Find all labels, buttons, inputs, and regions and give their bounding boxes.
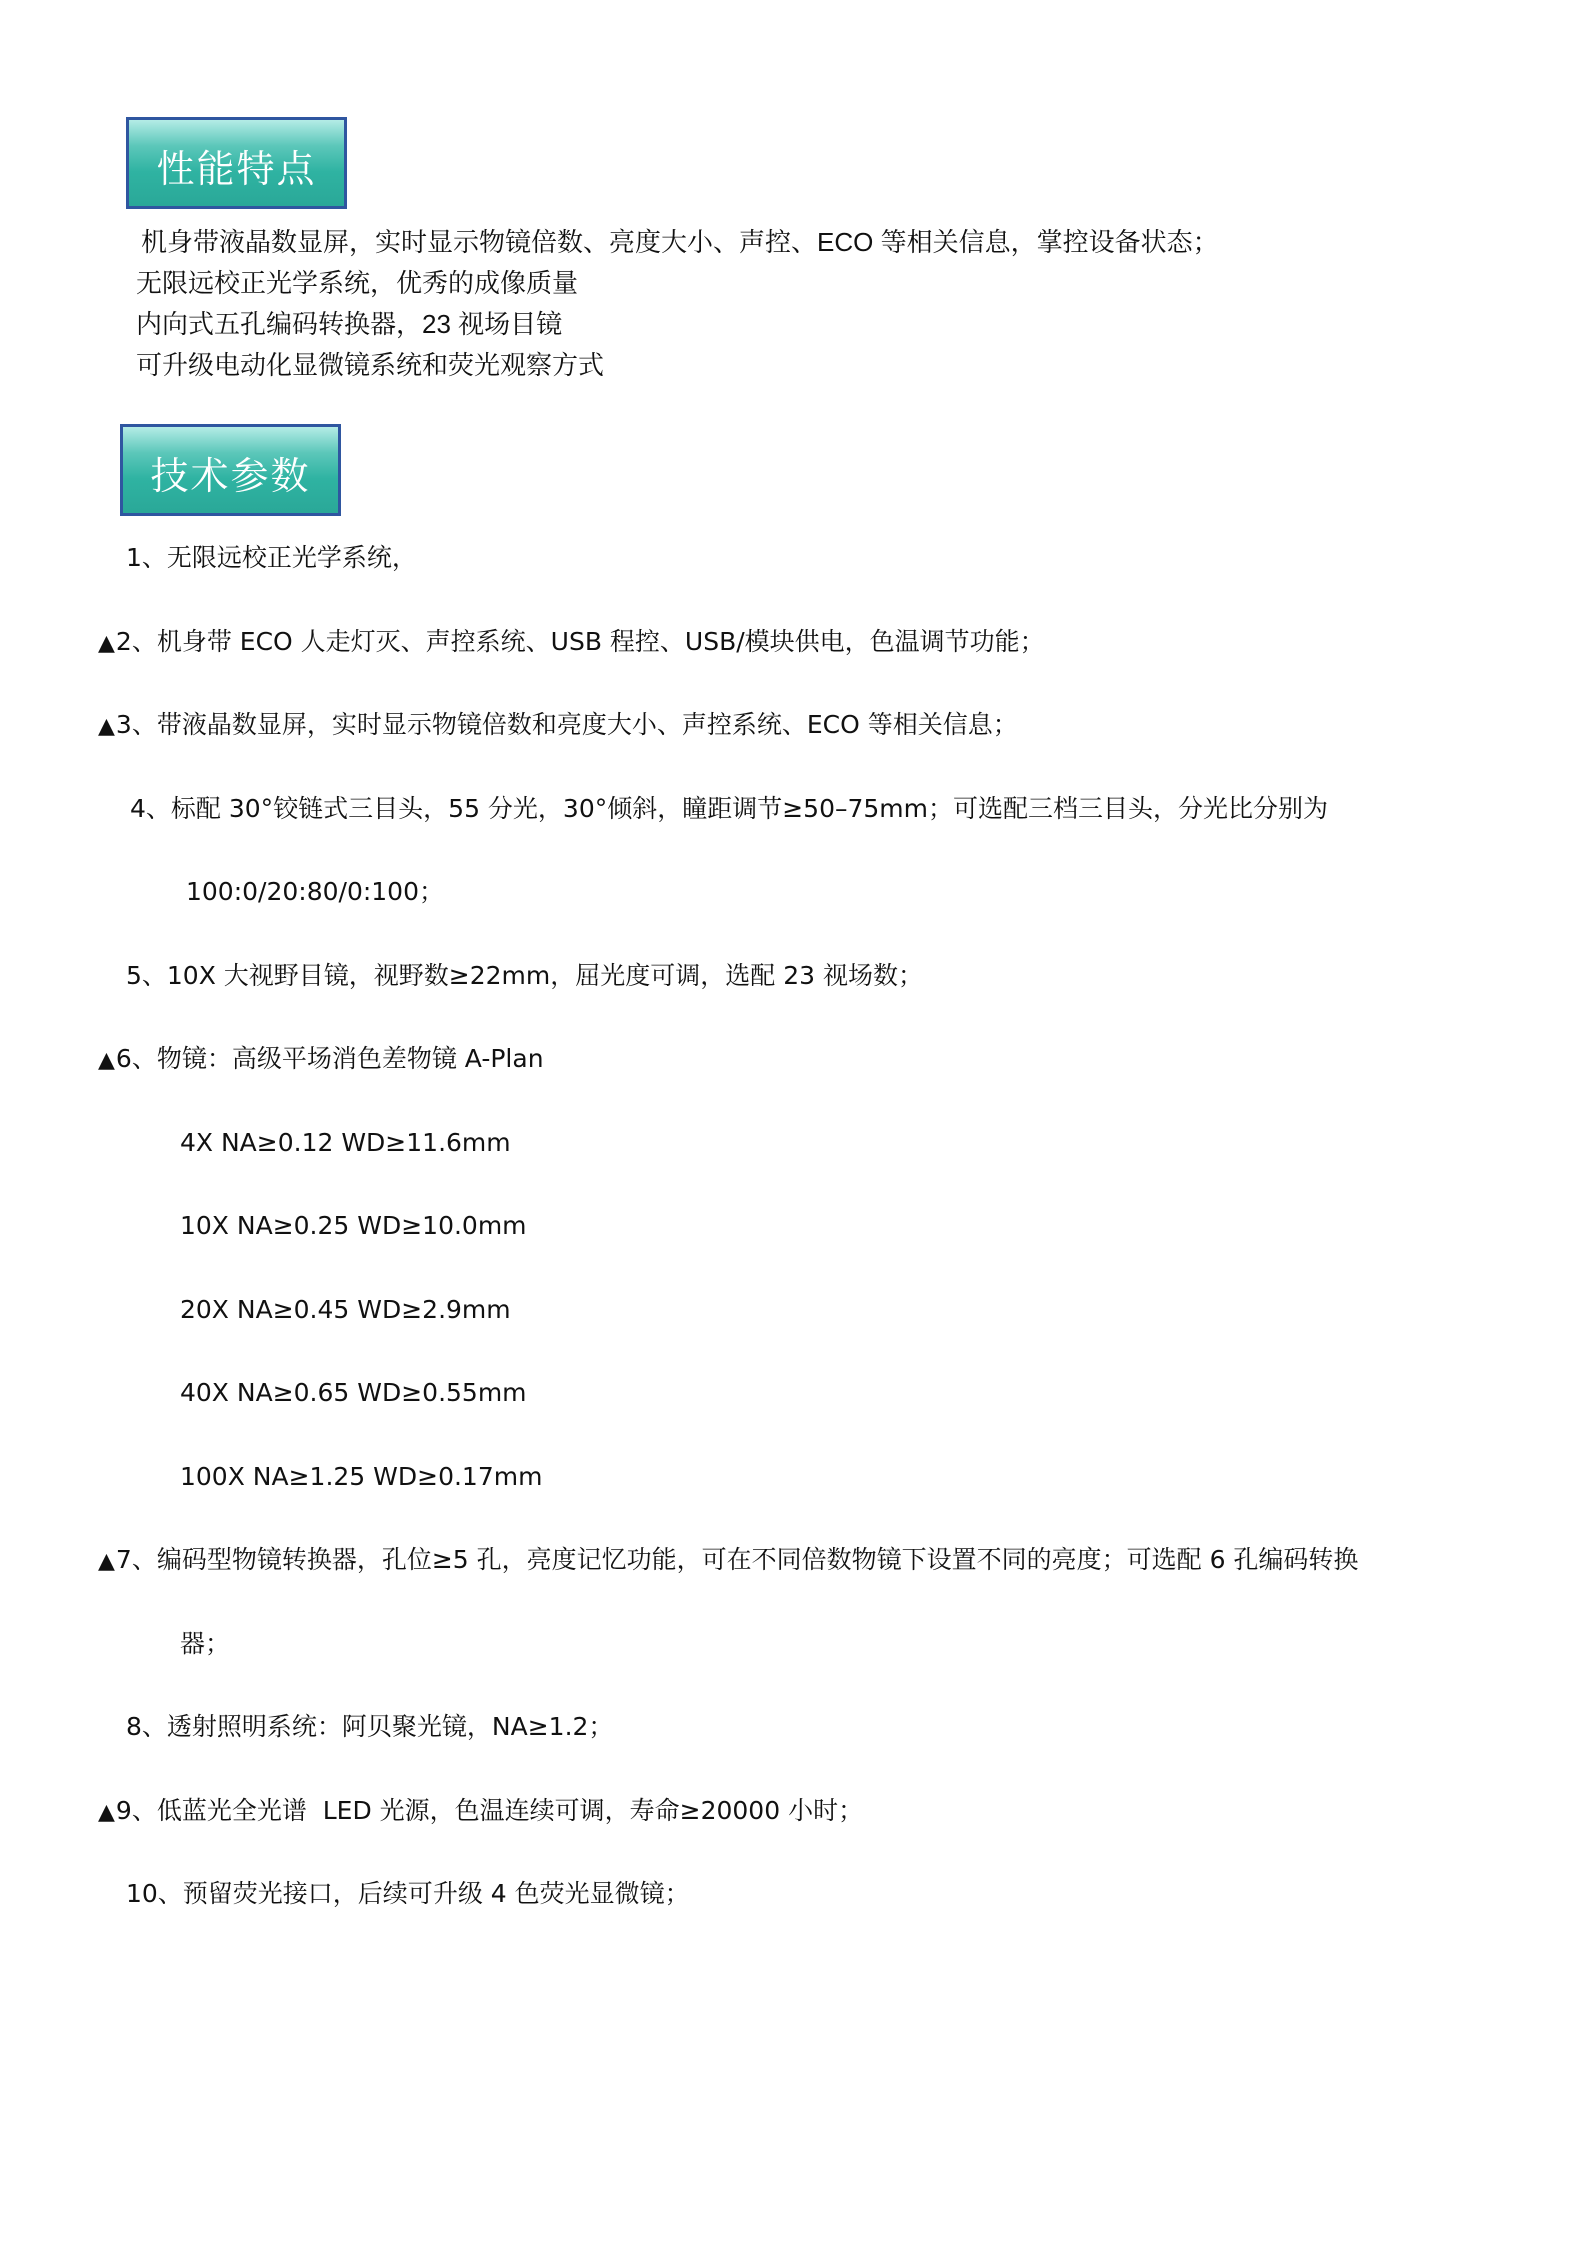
spec-line-3: ▲3、带液晶数显屏，实时显示物镜倍数和亮度大小、声控系统、ECO 等相关信息； (98, 708, 1018, 744)
key-item-triangle-icon: ▲ (98, 631, 115, 656)
objective-4x: 4X NA≥0.12 WD≥11.6mm (180, 1128, 511, 1157)
objective-10x: 10X NA≥0.25 WD≥10.0mm (180, 1211, 527, 1240)
feature-item: 可升级电动化显微镜系统和荧光观察方式 (136, 350, 605, 380)
objective-100x: 100X NA≥1.25 WD≥0.17mm (180, 1462, 543, 1491)
features-list (136, 222, 1219, 386)
spec-line-7: ▲7、编码型物镜转换器，孔位≥5 孔，亮度记忆功能，可在不同倍数物镜下设置不同的亮度；可选配 6 孔编码转换 (98, 1543, 1358, 1579)
spec-line-4-continued: 100:0/20:80/0:100； (186, 877, 444, 906)
specs-section-heading (120, 424, 341, 516)
spec-line-10: 10、预留荧光接口，后续可升级 4 色荧光显微镜； (126, 1879, 690, 1908)
objective-20x: 20X NA≥0.45 WD≥2.9mm (180, 1295, 511, 1324)
spec-line-1: 1、无限远校正光学系统， (126, 543, 417, 572)
key-item-triangle-icon: ▲ (98, 1549, 115, 1574)
spec-line-4: 4、标配 30°铰链式三目头，55 分光，30°倾斜，瞳距调节≥50–75mm；可选配三档三目头，分光比分别为 (130, 794, 1329, 823)
spec-line-7-continued: 器； (180, 1629, 231, 1658)
spec-line-2: ▲2、机身带 ECO 人走灯灭、声控系统、USB 程控、USB/模块供电，色温调节功能； (98, 625, 1045, 661)
spec-line-5: 5、10X 大视野目镜，视野数≥22mm，屈光度可调，选配 23 视场数； (126, 961, 923, 990)
spec-line-9: ▲9、低蓝光全光谱 LED 光源，色温连续可调，寿命≥20000 小时； (98, 1794, 863, 1830)
objective-40x: 40X NA≥0.65 WD≥0.55mm (180, 1378, 527, 1407)
specs-heading-label: 技术参数 (150, 453, 311, 498)
spec-line-8: 8、透射照明系统：阿贝聚光镜，NA≥1.2； (126, 1712, 614, 1741)
features-heading-label: 性能特点 (156, 146, 317, 191)
key-item-triangle-icon: ▲ (98, 1048, 115, 1073)
features-section-heading (126, 117, 347, 209)
feature-item: 机身带液晶数显屏，实时显示物镜倍数、亮度大小、声控、ECO 等相关信息，掌控设备状态； (141, 227, 1219, 257)
feature-item: 内向式五孔编码转换器，23 视场目镜 (136, 309, 563, 339)
feature-item: 无限远校正光学系统，优秀的成像质量 (136, 268, 579, 298)
key-item-triangle-icon: ▲ (98, 714, 115, 739)
spec-line-6: ▲6、物镜：高级平场消色差物镜 A-Plan (98, 1042, 544, 1078)
key-item-triangle-icon: ▲ (98, 1800, 115, 1825)
